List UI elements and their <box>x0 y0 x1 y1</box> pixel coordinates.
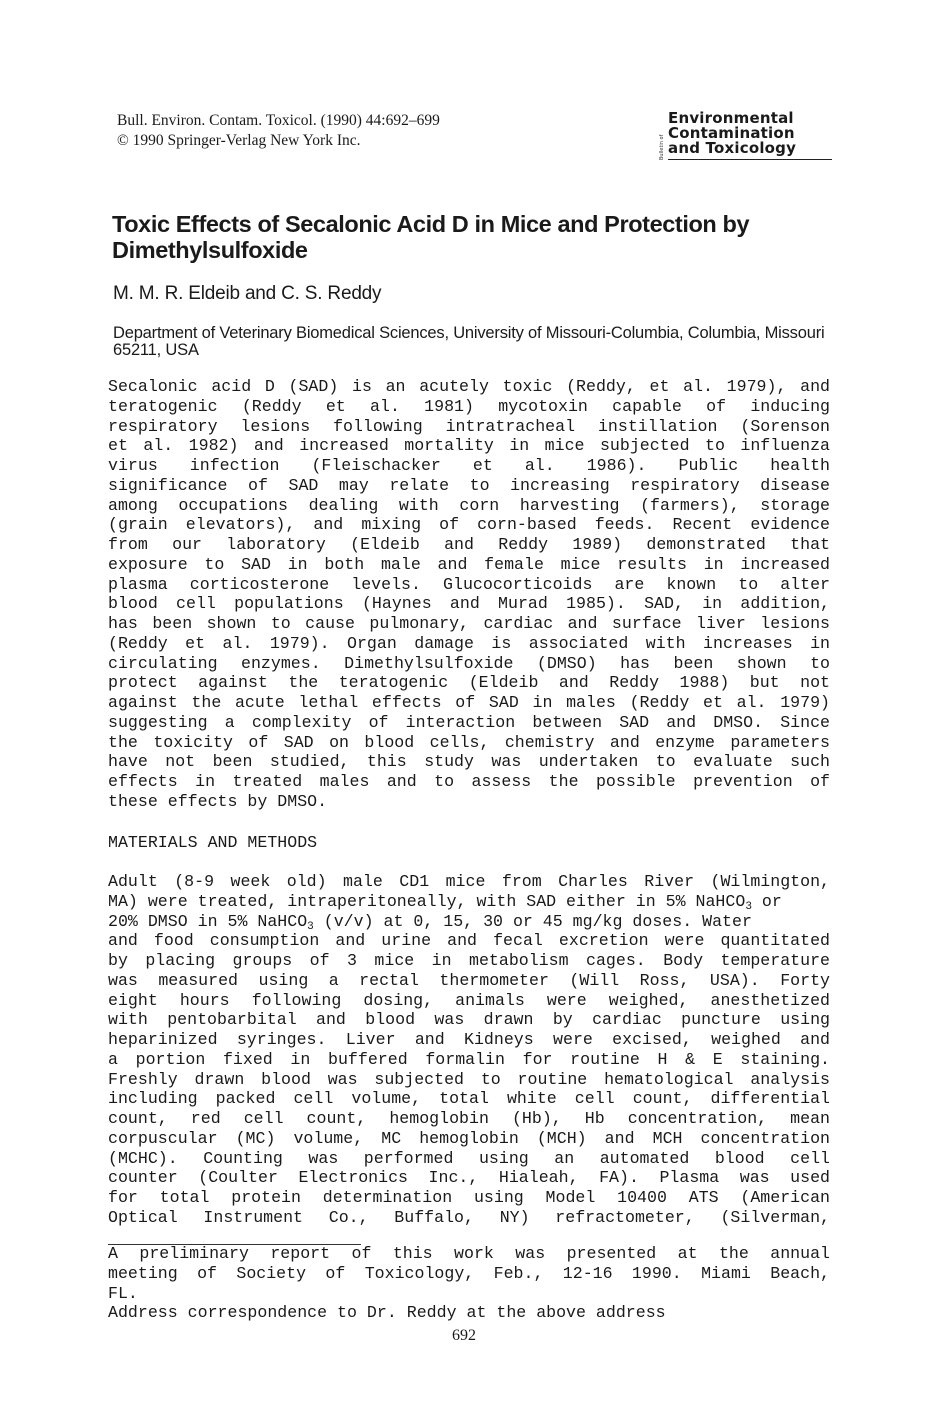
article-affiliation: Department of Veterinary Biomedical Sciences, University of Missouri-Columbia, Columbia, Missouri 65211, USA <box>113 324 825 359</box>
copyright-line: © 1990 Springer-Verlag New York Inc. <box>117 132 361 149</box>
methods-paragraph <box>108 872 830 1228</box>
text-line: count, red cell count, hemoglobin (Hb), Hb concentration, mean <box>108 1109 830 1128</box>
text-line: plasma corticosterone levels. Glucocorticoids are known to alter <box>108 574 830 594</box>
text-line: the toxicity of SAD on blood cells, chemistry and enzyme parameters <box>108 732 830 752</box>
text-line: significance of SAD may relate to increasing respiratory disease <box>108 475 830 495</box>
text-line: protect against the teratogenic (Eldeib and Reddy 1988) but not <box>108 673 830 693</box>
article-title: Toxic Effects of Secalonic Acid D in Mice and Protection by Dimethylsulfoxide <box>112 211 750 263</box>
text-line: these effects by DMSO. <box>108 791 328 811</box>
text-line: from our laboratory (Eldeib and Reddy 1989) demonstrated that <box>108 535 830 554</box>
section-heading-text: MATERIALS AND METHODS <box>108 833 318 852</box>
text-line: have not been studied, this study was undertaken to evaluate such <box>108 752 830 772</box>
footnote-line: A preliminary report of this work was presented at the annual <box>108 1244 830 1263</box>
text-line: heparinized syringes. Liver and Kidneys were excised, weighed and <box>108 1030 830 1049</box>
text-span: MA) were treated, intraperitoneally, with SAD either in 5% NaHCO <box>108 891 746 911</box>
text-line: including packed cell volume, total white cell count, differential <box>108 1089 830 1109</box>
text-line: circulating enzymes. Dimethylsulfoxide (DMSO) has been shown to <box>108 653 830 673</box>
text-line: teratogenic (Reddy et al. 1981) mycotoxin capable of inducing <box>108 396 830 416</box>
text-line: against the acute lethal effects of SAD in males (Reddy et al. 1979) <box>108 693 830 712</box>
citation-line: Bull. Environ. Contam. Toxicol. (1990) 44:692–699 <box>117 112 440 129</box>
text-line <box>108 912 830 932</box>
journal-citation <box>117 111 440 151</box>
page-number: 692 <box>452 1327 476 1344</box>
section-heading <box>108 833 317 853</box>
journal-name-line: and Toxicology <box>668 139 797 157</box>
text-line: Freshly drawn blood was subjected to routine hematological analysis <box>108 1069 830 1089</box>
text-line: a portion fixed in buffered formalin for routine H & E staining. <box>108 1049 830 1069</box>
text-line: suggesting a complexity of interaction between SAD and DMSO. Since <box>108 712 830 732</box>
text-line: exposure to SAD in both male and female mice results in increased <box>108 554 830 574</box>
footnote-line: Address correspondence to Dr. Reddy at the above address <box>108 1303 666 1323</box>
text-span: 20% DMSO in 5% NaHCO <box>108 911 308 931</box>
text-line: among occupations dealing with corn harvesting (farmers), storage <box>108 495 830 515</box>
text-line: was measured using a rectal thermometer (Will Ross, USA). Forty <box>108 970 830 990</box>
footnotes <box>108 1244 830 1323</box>
text-line: Secalonic acid D (SAD) is an acutely toxic (Reddy, et al. 1979), and <box>108 377 830 396</box>
text-line: (MCHC). Counting was performed using an automated blood cell <box>108 1148 830 1168</box>
intro-paragraph <box>108 377 830 812</box>
text-line: for total protein determination using Model 10400 ATS (American <box>108 1188 830 1207</box>
journal-logo-rule <box>668 159 832 160</box>
text-line: and food consumption and urine and fecal excretion were quantitated <box>108 931 830 951</box>
text-line: eight hours following dosing, animals were weighed, anesthetized <box>108 990 830 1010</box>
article-authors: M. M. R. Eldeib and C. S. Reddy <box>113 283 382 304</box>
text-line: Optical Instrument Co., Buffalo, NY) refractometer, (Silverman, <box>108 1207 830 1227</box>
text-line: has been shown to cause pulmonary, cardiac and surface liver lesions <box>108 614 830 633</box>
text-line: counter (Coulter Electronics Inc., Hialeah, FA). Plasma was used <box>108 1168 830 1188</box>
text-line: (grain elevators), and mixing of corn-based feeds. Recent evidence <box>108 515 830 535</box>
text-line: (Reddy et al. 1979). Organ damage is associated with increases in <box>108 633 830 653</box>
subscript: 3 <box>307 920 314 933</box>
text-line: et al. 1982) and increased mortality in mice subjected to influenza <box>108 436 830 456</box>
footnote-line: meeting of Society of Toxicology, Feb., 12-16 1990. Miami Beach, <box>108 1263 830 1283</box>
footnote-line: FL. <box>108 1283 138 1303</box>
text-line: virus infection (Fleischacker et al. 1986). Public health <box>108 456 830 475</box>
text-line: Adult (8-9 week old) male CD1 mice from Charles River (Wilmington, <box>108 872 830 891</box>
text-line: by placing groups of 3 mice in metabolism cages. Body temperature <box>108 951 830 970</box>
text-line: corpuscular (MC) volume, MC hemoglobin (MCH) and MCH concentration <box>108 1128 830 1148</box>
journal-name-line: Environmental <box>668 109 794 127</box>
text-line: blood cell populations (Haynes and Murad 1985). SAD, in addition, <box>108 594 830 614</box>
journal-name <box>668 111 832 156</box>
subscript: 3 <box>745 900 752 913</box>
journal-logo-side-text: Bulletin of <box>659 134 665 160</box>
text-line: with pentobarbital and blood was drawn by cardiac puncture using <box>108 1010 830 1030</box>
text-line: effects in treated males and to assess the possible prevention of <box>108 772 830 791</box>
text-line <box>108 892 830 912</box>
text-span: or <box>751 891 782 911</box>
journal-logo <box>660 111 832 160</box>
journal-name-line: Contamination <box>668 124 795 142</box>
text-span: (v/v) at 0, 15, 30 or 45 mg/kg doses. Water <box>313 911 752 931</box>
text-line: respiratory lesions following intratracheal instillation (Sorenson <box>108 416 830 436</box>
